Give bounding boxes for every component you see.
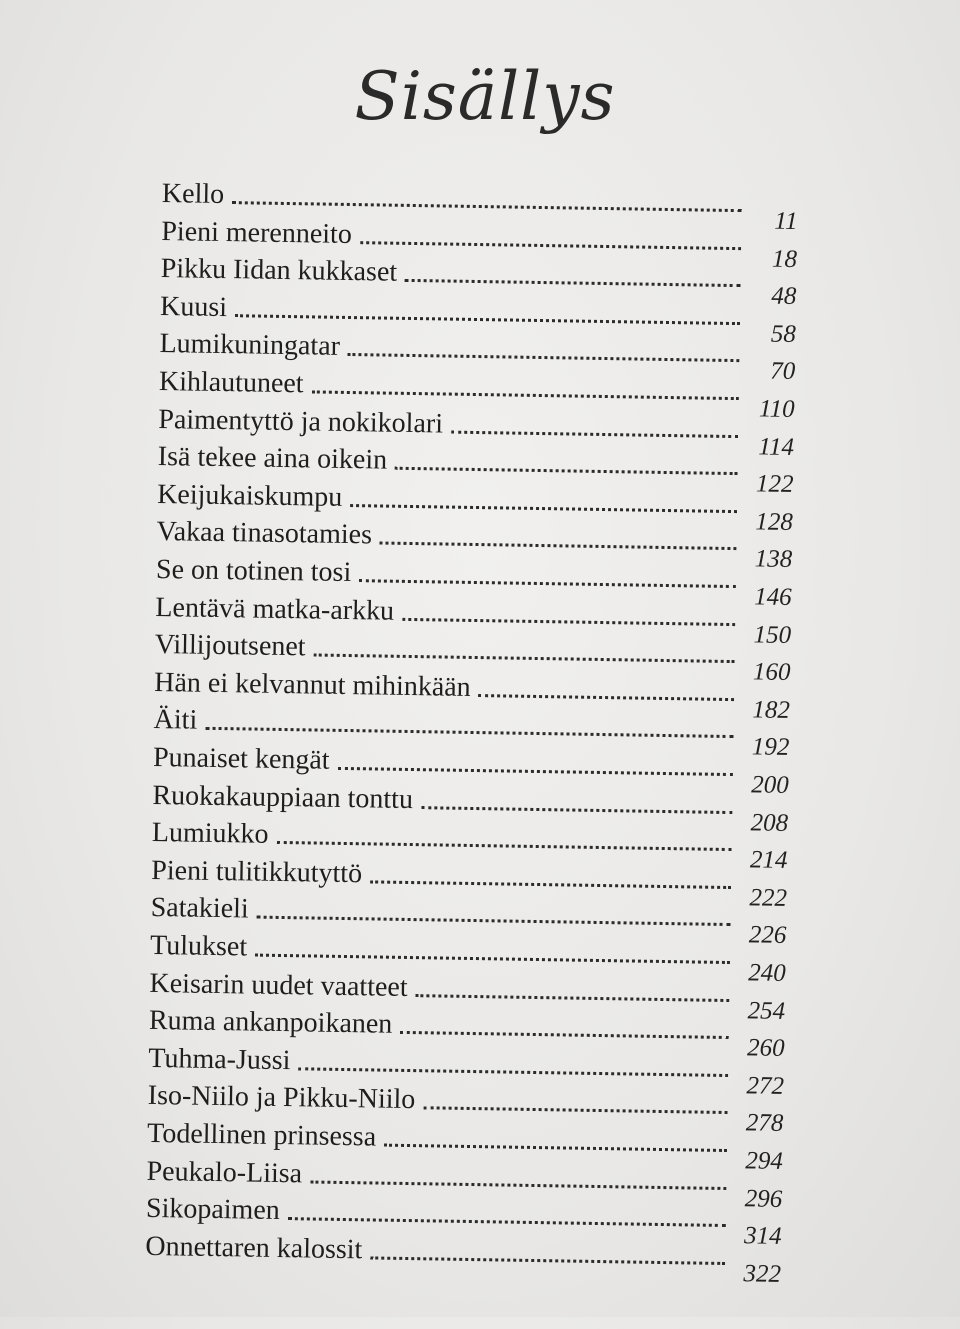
- toc-entry-title: Keijukaiskumpu: [156, 478, 343, 513]
- dot-leader: [359, 555, 736, 597]
- toc-entry: [145, 1229, 725, 1274]
- toc-page-number: 128: [755, 508, 794, 536]
- dot-leader: [423, 1083, 728, 1124]
- dot-leader: [310, 1156, 727, 1199]
- dot-leader: [400, 1007, 729, 1048]
- toc-entry-title: Paimentyttö ja nokikolari: [158, 403, 444, 440]
- dot-leader: [370, 1232, 726, 1274]
- toc-page-number: 70: [770, 357, 796, 386]
- dot-leader: [370, 856, 732, 898]
- toc-entry-title: Se on totinen tosi: [155, 553, 352, 589]
- dot-leader: [478, 670, 734, 710]
- toc-page-number: 254: [747, 996, 786, 1025]
- toc-page-number: 11: [774, 207, 798, 236]
- dot-leader: [384, 1120, 728, 1161]
- dot-leader: [298, 1043, 728, 1086]
- toc-entry-title: Pieni tulitikkutyttö: [151, 854, 363, 890]
- toc-page-number: 138: [754, 545, 793, 574]
- toc-page-number: 260: [746, 1034, 785, 1063]
- toc-page-number: 110: [758, 395, 795, 423]
- toc-page-number: 314: [743, 1222, 782, 1251]
- toc-entry-title: Tuhma-Jussi: [148, 1042, 291, 1076]
- toc-entry-title: Kihlautuneet: [158, 366, 304, 400]
- toc-entry-title: Vakaa tinasotamies: [156, 516, 373, 551]
- toc-page-number: 150: [753, 620, 792, 649]
- toc-page-number: 114: [758, 433, 795, 461]
- dot-leader: [360, 217, 742, 259]
- dot-leader: [451, 406, 739, 447]
- dot-leader: [405, 255, 741, 296]
- toc-page-number: 208: [750, 808, 789, 837]
- toc-entry-title: Keisarin uudet vaatteet: [149, 967, 408, 1003]
- dot-leader: [235, 290, 741, 334]
- toc-page-number: 182: [752, 696, 791, 724]
- dot-leader: [232, 177, 742, 221]
- toc-entry-title: Lumiukko: [151, 817, 269, 850]
- dot-leader: [313, 630, 735, 673]
- dot-leader: [256, 892, 731, 935]
- toc-entry-title: Tulukset: [149, 929, 248, 963]
- toc-page-number: 214: [749, 846, 788, 875]
- page-title: Sisällys: [354, 58, 616, 135]
- toc-entry-title: Äiti: [153, 704, 198, 737]
- toc-page-number: 160: [752, 658, 791, 687]
- toc-page-number: 294: [745, 1147, 784, 1175]
- toc-entry-title: Lentävä matka-arkku: [155, 591, 395, 627]
- toc-page-number: 48: [771, 282, 797, 311]
- dot-leader: [337, 743, 733, 785]
- toc-entry-title: Ruma ankanpoikanen: [148, 1005, 393, 1040]
- toc-entry-title: Satakieli: [150, 892, 249, 925]
- toc-page-number: 18: [771, 245, 798, 273]
- dot-leader: [350, 480, 737, 522]
- dot-leader: [348, 329, 740, 371]
- toc-page-number: 222: [749, 884, 788, 912]
- dot-leader: [287, 1193, 726, 1236]
- toc-entry-title: Hän ei kelvannut mihinkään: [154, 666, 471, 703]
- dot-leader: [311, 366, 739, 409]
- toc-page-number: 272: [746, 1072, 785, 1100]
- toc-entry-title: Peukalo-Liisa: [146, 1155, 303, 1189]
- dot-leader: [276, 817, 732, 860]
- toc-page-number: 200: [751, 771, 789, 799]
- toc-entry-title: Pikku Iidan kukkaset: [160, 253, 398, 288]
- toc-page-number: 322: [743, 1260, 782, 1288]
- dot-leader: [402, 593, 736, 634]
- toc-entry-title: Todellinen prinsessa: [146, 1117, 377, 1153]
- dot-leader: [205, 703, 734, 747]
- toc-entry-title: Kello: [161, 178, 225, 211]
- toc-entry-title: Lumikuningatar: [159, 328, 341, 363]
- dot-leader: [380, 518, 737, 560]
- dot-leader: [255, 930, 730, 973]
- toc-entry-title: Onnettaren kalossit: [145, 1230, 363, 1266]
- toc-page-number: 240: [748, 959, 786, 987]
- dot-leader: [421, 782, 733, 823]
- toc-page-number: 58: [770, 320, 797, 348]
- toc-entry-title: Punaiset kengät: [152, 741, 330, 776]
- toc-entry-title: Isä tekee aina oikein: [157, 441, 388, 476]
- toc-page-number: 296: [744, 1184, 783, 1213]
- toc-entry-title: Sikopaimen: [145, 1193, 280, 1227]
- toc-page-number: 192: [751, 733, 790, 762]
- toc-entry-title: Iso-Niilo ja Pikku-Niilo: [147, 1080, 416, 1116]
- toc-entry-title: Villijoutsenet: [154, 629, 306, 663]
- toc-entry-title: Pieni merenneito: [161, 215, 353, 250]
- dot-leader: [395, 443, 738, 484]
- toc-page-number: 146: [753, 583, 792, 611]
- toc-page-number: 278: [745, 1109, 784, 1138]
- toc-entry-title: Kuusi: [159, 290, 228, 323]
- toc-page-number: 122: [755, 470, 794, 499]
- dot-leader: [415, 970, 729, 1011]
- toc-page-number: 226: [748, 921, 787, 950]
- toc-entry-title: Ruokakauppiaan tonttu: [152, 779, 414, 815]
